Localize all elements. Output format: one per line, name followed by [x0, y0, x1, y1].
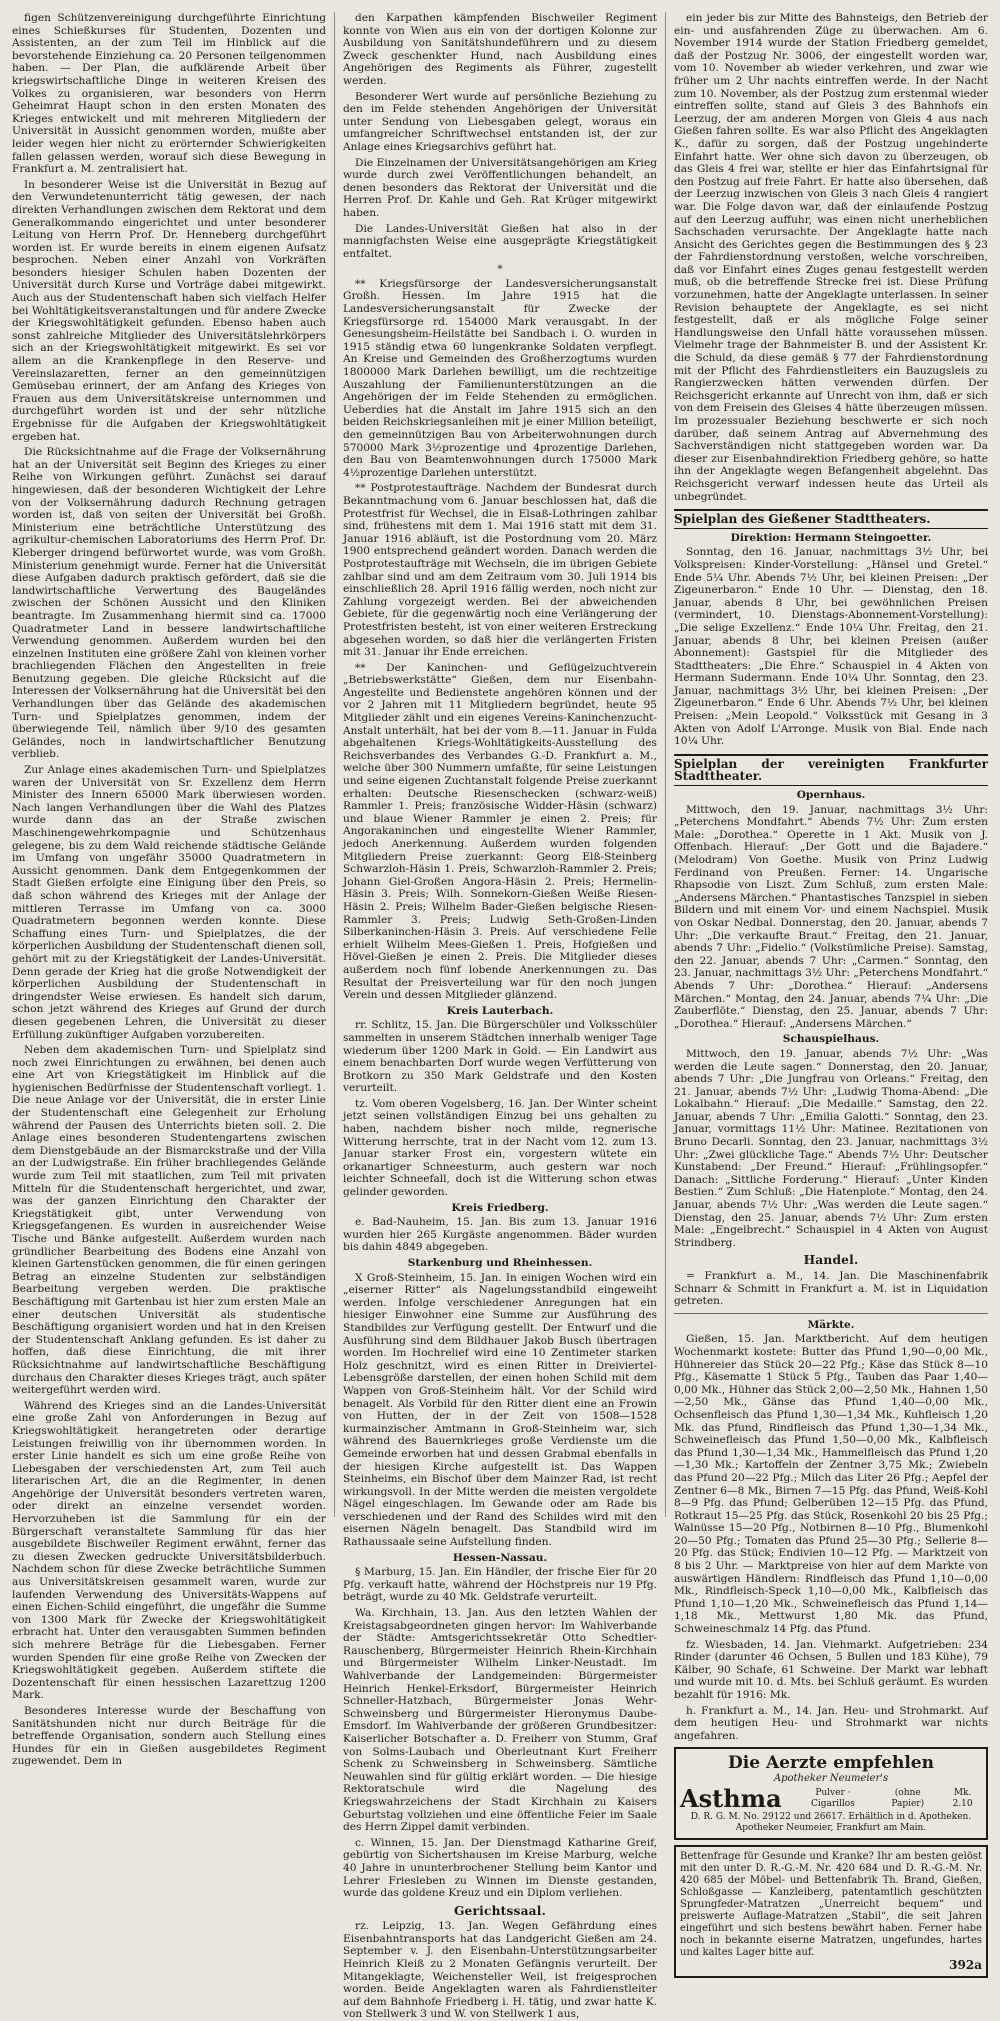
section-heading-lauterbach: Kreis Lauterbach. [446, 1004, 554, 1017]
newspaper-page [12, 12, 988, 2021]
ad-product-form: Pulver · Cigarillos [810, 1787, 855, 1809]
theater-director: Direktion: Hermann Steingoetter. [730, 531, 932, 544]
ad-product-name: Asthma [680, 1783, 782, 1813]
news-item: rr. Schlitz, 15. Jan. Die Bürgerschüler und Volksschüler sammelten in unserem Städtchen innerhalb weniger Tage wiederum über 1200 Mark in Gold. — Ein Landwirt aus einem benachbarten Dorf wurde wegen Verfütterung von Brotkorn zu 350 Mark Geldstrafe und den Kosten verurteilt. [343, 1019, 657, 1095]
separator-star: * [497, 263, 503, 276]
section-heading-hessen-nassau: Hessen-Nassau. [452, 1551, 548, 1564]
news-item: ** Postprotestaufträge. Nachdem der Bundesrat durch Bekanntmachung vom 6. Januar beschlossen hat, daß die Protestfrist für Wechsel, die in Elsaß-Lothringen zahlbar sind, frühestens mit dem 1. Mai 1916 statt mit dem 31. Januar 1916 abläuft, ist die Postordnung vom 20. März 1900 entsprechend geändert worden. Danach werden die Postprotestaufträge mit Wechseln, die im übrigen Gebiete zahlbar sind und am dem Zeitraum vom 30. Juli 1914 bis einschließlich 28. April 1916 fällig werden, noch nicht zur Zahlung vorgezeigt werden. Bei der abweichenden Gebiete, für die gegenwärtig noch eine Verlängerung der Protestfristen besteht, ist von einer weiteren Erstreckung abgesehen worden, so daß hier die verlängerten Fristen mit 31. Januar ihr Ende erreichen. [343, 482, 657, 659]
ad-patent-line: D. R. G. M. No. 29122 und 26617. Erhältlich in d. Apotheken. [690, 1811, 972, 1822]
column-1 [12, 12, 326, 1768]
divider [674, 1313, 988, 1314]
advertisement-asthma [674, 1747, 988, 1840]
ad-brand: Apotheker Neumeier's [773, 1773, 889, 1785]
ad-headline: Die Aerzte empfehlen [728, 1753, 934, 1774]
market-report: h. Frankfurt a. M., 14. Jan. Heu- und Strohmarkt. Auf dem heutigen Heu- und Strohmarkt war nichts angefahren. [674, 1704, 988, 1742]
ad-price: Mk. 2.10 [952, 1787, 973, 1809]
article-paragraph: Die Rücksichtnahme auf die Frage der Volksernährung hat an der Universität seit Beginn des Krieges zu einer Reihe von Wirkungen geführt. Zunächst sei darauf hingewiesen, daß der besonderen Wichtigkeit der Lehre von der Volksernährung dadurch Rechnung getragen worden ist, daß von seiten der Universität bei Großh. Ministerium eine beträchtliche Unterstützung des agrikultur-chemischen Laboratoriums des Herrn Prof. Dr. Kleberger dringend befürwortet wurde, was vom Großh. Ministerium genehmigt wurde. Ferner hat die Universität diese Aufgaben dadurch praktisch gefördert, daß sie die landwirtschaftliche Verwertung des Baugeländes zwischen der Schönen Aussicht und den Kliniken beantragte. Im Zusammenhang hiermit sind ca. 17000 Quadratmeter Land in bessere landwirtschaftliche Verwendung genommen. Außerdem wurden bei den einzelnen Instituten eine größere Zahl von kleinen vorher brachliegenden Flächen den Angestellten in freie Benutzung gegeben. Die gleiche Rücksicht auf die Interessen der Volksernährung hat die Universität bei den Verhandlungen über das Gelände des akademischen Turn- und Spielplatzes genommen, indem der überwiegende Teil, nämlich über 9/10 des gesamten Geländes, noch in landwirtschaftlicher Benutzung verblieb. [12, 446, 326, 761]
news-item: § Marburg, 15. Jan. Ein Händler, der frische Eier für 20 Pfg. verkauft hatte, während der Höchstpreis nur 19 Pfg. beträgt, wurde zu 40 Mk. Geldstrafe verurteilt. [343, 1566, 657, 1604]
article-paragraph: Die Landes-Universität Gießen hat also in der mannigfachsten Weise eine ausgeprägte Kriegstätigkeit entfaltet. [343, 222, 657, 260]
article-paragraph: Während des Krieges sind an die Landes-Universität eine große Zahl von Anforderungen in Bezug auf Kriegswohltätigkeit herangetreten oder derartige Leistungen freiwillig von ihr übernommen worden. In erster Linie handelt es sich um eine große Reihe von Liebesgaben der verschiedensten Art, zum Teil auch literarischen Art, die an die Regimenter, in denen Angehörige der Universität besonders vertreten waren, oder direkt an einzelne versendet worden. Hervorzuheben ist die Sammlung für ein der Bürgerschaft veranstaltete Sammlung für das hier ausgebildete Bischweiler Regiment erwähnt, ferner das zu diesen Zwecken gedruckte Universitätsbilderbuch. Nachdem schon für diese Zwecke beträchtliche Summen aus Universitätskreisen gesammelt waren, wurde zur laufenden Verwendung des Universitäts-Wappens auf einen Eichen-Schild eingeführt, die ungefähr die Summe von 1300 Mark für Zwecke der Kriegswohltätigkeit erbracht hat. Unter den verausgabten Summen befinden sich mehrere Beträge für die Liebesgaben. Ferner wurden Spenden für eine große Reihe von Zwecken der Kriegswohltätigkeit gegeben. Außerdem stiftete die Dozentenschaft für einen hessischen Lazarettzug 1200 Mark. [12, 1399, 326, 1702]
column-2 [334, 12, 657, 2021]
section-heading-gerichtssaal: Gerichtssaal. [453, 1903, 547, 1918]
article-paragraph: In besonderer Weise ist die Universität in Bezug auf den Verwundetenunterricht tätig gewesen, der nach direkten Verhandlungen zwischen dem Rektorat und dem Generalkommando eingerichtet und unter besonderer Leitung von Herrn Prof. Dr. Henneberg durchgeführt worden ist. Er wurde bereits in einem eigenen Aufsatz besprochen. Neben einer Anzahl von Vorkräften besonders hiesiger Schulen haben Dozenten der Universität durch Kurse und Vorträge dabei mitgewirkt. Auch aus der Studentenschaft haben sich vielfach Helfer bei Wohltätigkeitsveranstaltungen und für andere Zwecke der Kriegswohltätigkeit gefunden. Ebenso haben auch sonst zahlreiche Mitglieder des Universitätslehrkörpers sich an der Kriegswohltätigkeit mitgewirkt. Es sei vor allem an die Krankenpflege in den Reserve- und Vereinslazaretten, ferner an den gemeinnützigen Gemüsebau erinnert, der am Anfang des Krieges von Frauen aus dem Universitätskreise unternommen und durchgeführt worden ist und der sehr nützliche Ergebnisse für die Aufgaben der Kriegswohltätigkeit ergeben hat. [12, 178, 326, 443]
opera-program: Mittwoch, den 19. Januar, nachmittags 3½ Uhr: „Peterchens Mondfahrt.“ Abends 7½ Uhr: Zum ersten Male: „Dorothea.“ Operette in 1 Akt. Musik von J. Offenbach. Hierauf: „Der Gott und die Bajadere.“ (Melodram) Von Goethe. Musik von Prinz Ludwig Ferdinand von Preußen. Ferner: 14. Ungarische Rhapsodie von Liszt. Zum Schluß, zum ersten Male: „Andersens Märchen.“ Phantastisches Tanzspiel in sieben Bildern und mit einem Vor- und einem Nachspiel. Musik von Oskar Nedbal. Donnerstag, den 20. Januar, abends 7 Uhr: „Die verkaufte Braut.“ Freitag, den 21. Januar, abends 7 Uhr: „Fidelio.“ (Volkstümliche Preise). Samstag, den 22. Januar, abends 7 Uhr: „Carmen.“ Sonntag, den 23. Januar, nachmittags 3½ Uhr: „Peterchens Mondfahrt.“ Abends 7 Uhr: „Dorothea.“ Hierauf: „Andersens Märchen.“ Montag, den 24. Januar, abends 7¼ Uhr: „Die Zauberflöte.“ Dienstag, den 25. Januar, abends 7 Uhr: „Dorothea.“ Hierauf: „Andersens Märchen.“ [674, 803, 988, 1030]
news-item: ein jeder bis zur Mitte des Bahnsteigs, den Betrieb der ein- und ausfahrenden Züge zu überwachen. Am 6. November 1914 wurde der Station Friedberg gemeldet, daß der Postzug Nr. 3006, der eingestellt worden war, vom 10. November ab wieder verkehren, und zwar wie früher um 2 Uhr nachts eintreffen werde. In der Nacht zum 10. November, als der Postzug zum erstenmal wieder eintreffen sollte, stand auf Gleis 3 des Bahnhofs ein Leerzug, der am anderen Morgen von Gleis 4 aus nach Gießen fahren sollte. Es war also Pflicht des Angeklagten K., dafür zu sorgen, daß der Postzug ungehinderte Einfahrt hatte. Wer ohne sich davon zu überzeugen, ob das Gleis 4 frei war, stellte er hier das Einfahrtsignal für den Postzug auf freie Fahrt. Er hatte also übersehen, daß der Leerzug inzwischen von Gleis 3 nach Gleis 4 rangiert war. Die Folge davon war, daß der einlaufende Postzug auf den Leerzug auffuhr, was einen nicht unerheblichen Sachschaden verursachte. Der Angeklagte hatte nach Ansicht des Gerichtes gegen die Bestimmungen des § 23 der Fahrdienstordnung verstoßen, welche vorschreiben, daß vor Einfahrt eines Zuges genau festgestellt werden muß, ob die betreffende Strecke frei ist. Diese Prüfung vorzunehmen, hatte der Angeklagte unterlassen. In seiner Revision behauptete der Angeklagte, es sei nicht festgestellt, daß er als mögliche Folge seiner Handlungsweise den Unfall hätte voraussehen müssen. Vielmehr trage der Bahnmeister B. und der Assistent Kr. die Schuld, da diese gemäß § 77 der Fahrdienstordnung mit der Pflicht des Fahrdienstleiters ein Bauzugsleis zu Rangierzwecken hätten verwenden dürfen. Der Reichsgericht erkannte auf Unrecht von ihm, daß er sich von dem Freisein des Gleises 4 hätte überzeugen müssen. Im prozessualer Beziehung beschwerte er sich noch darüber, daß seinem Antrag auf Abvernehmung des Sachverständigen nicht stattgegeben worden war. Da dieser zur Eisenbahndirektion Friedberg gehöre, so hatte ihn der Angeklagte wegen Befangenheit abgelehnt. Das Reichsgericht verwarf indessen heute das Urteil als unbegründet. [674, 12, 988, 503]
opera-heading: Opernhaus. [796, 789, 866, 802]
article-paragraph: Zur Anlage eines akademischen Turn- und Spielplatzes waren der Universität von Sr. Exzellenz dem Herrn Minister des Innern 65000 Mark überwiesen worden. Nach langen Verhandlungen über die Wahl des Platzes wurde dann das an der Straße zwischen Maschinengewehrkompagnie und Schützenhaus gelegene, bis zu dem Wald reichende städtische Gelände im Umfang von ungefähr 35000 Quadratmetern in Aussicht genommen. Dank dem Entgegenkommen der Stadt Gießen erfolgte eine Einigung über den Preis, so daß schon während des Krieges mit der Anlage der mittleren Terrasse im Umfang von ca. 3000 Quadratmetern begonnen werden konnte. Diese Schaffung eines Turn- und Spielplatzes, die der körperlichen Ausbildung der Studentenschaft dienen soll, gehört mit zu der Kriegstätigkeit der Landes-Universität. Denn gerade der Krieg hat die große Notwendigkeit der körperlichen Ausbildung der Studentenschaft in dringendster Weise erwiesen. Es handelt sich darum, schon jetzt während des Krieges auf Grund der durch diesen gegebenen Lehren, die Universität zu dieser Erfüllung zukünftiger Aufgaben vorzubereiten. [12, 764, 326, 1041]
article-paragraph: figen Schützenvereinigung durchgeführte Einrichtung eines Schießkurses für Studenten, Dozenten und Assistenten, an der zum Teil im Hinblick auf die bevorstehende Einziehung ca. 20 Personen teilgenommen haben. — Der Plan, die aufklärende Arbeit über kriegswirtschaftliche Dinge in weiteren Kreisen des Volkes zu organisieren, war besonders von Herrn Geheimrat Haupt schon in den ersten Monaten des Krieges entwickelt und mit mehreren Mitgliedern der Universität in Aussicht genommen worden, mußte aber leider wegen hier nicht zu erörternder Schwierigkeiten fallen gelassen werden, worauf sich diese Bewegung in Frankfurt a. M. zentralisiert hat. [12, 12, 326, 176]
article-paragraph: Neben dem akademischen Turn- und Spielplatz sind noch zwei Einrichtungen zu erwähnen, bei denen auch eine Art von Kriegstätigkeit im Hinblick auf die hygienischen Bedürfnisse der Studentenschaft vorliegt. 1. Die neue Anlage vor der Universität, die in erster Linie der Studentenschaft eine Gelegenheit zur Erholung während der Pausen des Unterrichts bieten soll. 2. Die Anlage eines besonderen Studentengartens zwischen dem Dienstgebäude an der Bismarckstraße und der Villa an der Ludwigstraße. Ein früher brachliegendes Gelände wurde zum Teil mit staatlichen, zum Teil mit privaten Mitteln für die Studentenschaft hergerichtet, und zwar, was der ganzen Einrichtung den Charakter der Kriegstätigkeit gibt, unter Verwendung von Kriegsgefangenen. Es wurden in ausreichender Weise Tische und Bänke aufgestellt. Außerdem wurden nach gründlicher Bearbeitung des Bodens eine Anzahl von kleinen Gartenstücken genommen, die für einen geringen Betrag an einzelne Studenten zur selbständigen Bearbeitung vergeben werden. Die praktische Beschäftigung mit Gartenbau ist hier zum ersten Male an einer deutschen Universität als studentische Beschäftigung organisiert worden und hat in den Kreisen der Studentenschaft Anklang gefunden. Es ist daher zu hoffen, daß diese Einrichtung, die mit ihrer Rücksichtnahme auf landwirtschaftliche Beschäftigung durchaus den Charakter dieses Krieges trägt, auch später weitergeführt werden wird. [12, 1044, 326, 1397]
article-paragraph: Die Einzelnamen der Universitätsangehörigen am Krieg wurde durch zwei Veröffentlichungen behandelt, an denen besonders das Rektorat der Universität und die Herren Prof. Dr. Kahle und Geh. Rat Krüger mitgewirkt haben. [343, 156, 657, 219]
ad-product-row [680, 1783, 982, 1813]
ad-product-note: (ohne Papier) [891, 1787, 925, 1809]
ad-body: Bettenfrage für Gesunde und Kranke? Ihr am besten gelöst mit den unter D. R.-G.-M. Nr. 420 684 und D. R.-G.-M. Nr. 420 685 der Möbel- und Bettenfabrik Th. Brand, Gießen, Schloßgasse — Kanzleiberg, patentamtlich geschützten Sprungfeder-Matratzen „Unerreicht bequem“ und preiswerte Auflage-Matratzen „Stabil“, die seit Jahren eingeführt und sich bestens bewährt haben. Ferner habe noch in bekannte eiserne Matratzen, ungefundes, hartes und kaltes Lager bitte auf. [680, 1850, 982, 1958]
section-heading-friedberg: Kreis Friedberg. [451, 1201, 549, 1214]
theater-frankfurt-title: Spielplan der vereinigten Frankfurter Stadttheater. [674, 754, 988, 786]
market-report: Gießen, 15. Jan. Marktbericht. Auf dem heutigen Wochenmarkt kostete: Butter das Pfund 1,90—0,00 Mk., Hühnereier das Stück 20—22 Pfg.; Käse das Stück 8—10 Pfg., Käsematte 1 Stück 5 Pfg., Tauben das Paar 1,40—0,00 Mk., Hühner das Stück 2,00—2,50 Mk., Hahnen 1,50—2,50 Mk., Gänse das Pfund 1,40—0,00 Mk., Ochsenfleisch das Pfund 1,30—1,34 Mk., Kuhfleisch 1,20 Mk. das Pfund, Rindfleisch das Pfund 1,30—1,34 Mk., Schweinefleisch das Pfund 1,50—0,00 Mk., Kalbfleisch das Pfund 1,30—1,34 Mk., Hammelfleisch das Pfund 1,20—1,30 Mk.; Kartoffeln der Zentner 3,75 Mk.; Zwiebeln das Pfund 20—22 Pfg.; Milch das Liter 26 Pfg.; Aepfel der Zentner 6—8 Mk., Birnen 7—15 Pfg. das Pfund, Weiß-Kohl 8—9 Pfg. das Pfund; Gelberüben 12—15 Pfg. das Pfund, Rotkraut 15—25 Pfg. das Stück, Rosenkohl 20 bis 25 Pfg.; Walnüsse 15—20 Pfg., Notbirnen 8—10 Pfg., Blumenkohl 20—50 Pfg.; Tomaten das Pfund 25—30 Pfg.; Sellerie 8—20 Pfg. das Stück; Endivien 10—12 Pfg. — Marktzeit von 8 bis 2 Uhr. — Marktpreise von hier auf dem Markte von auswärtigen Händlern: Rindfleisch das Pfund 1,10—0,00 Mk., Rindfleisch-Speck 1,10—0,00 Mk., Kalbfleisch das Pfund 1,10—1,20 Mk., Schweinefleisch das Pfund 1,14—1,18 Mk., Mettwurst 1,80 Mk. das Pfund, Schweineschmalz 14 Pfg. das Pfund. [674, 1333, 988, 1636]
handel-item: = Frankfurt a. M., 14. Jan. Die Maschinenfabrik Schnarr & Schmitt in Frankfurt a. M. ist in Liquidation getreten. [674, 1270, 988, 1308]
maerkte-heading: Märkte. [807, 1318, 855, 1331]
section-heading-starkenburg: Starkenburg und Rheinhessen. [407, 1257, 593, 1269]
schauspiel-heading: Schauspielhaus. [782, 1033, 880, 1046]
news-item: c. Winnen, 15. Jan. Der Dienstmagd Katharine Greif, gebürtig von Sichertshausen im Kreise Marburg, welche 40 Jahre in ununterbrochener Stellung beim Kantor und Lehrer Friesleben zu Winnen im Dienste gestanden, wurde das goldene Kreuz und ein Diplom verliehen. [343, 1836, 657, 1900]
ad-maker: Apotheker Neumeier, Frankfurt am Main. [735, 1822, 927, 1833]
article-paragraph: Besonderer Wert wurde auf persönliche Beziehung zu den im Felde stehenden Angehörigen der Universität unter Sendung von Liebesgaben gelegt, woraus ein umfangreicher Schriftwechsel entstanden ist, der zur Anlage eines Kriegsarchivs geführt hat. [343, 90, 657, 153]
news-item: Wa. Kirchhain, 13. Jan. Aus den letzten Wahlen der Kreistagsabgeordneten gingen hervor: Im Wahlverbande der Städte: Amtsgerichtssekretär Otto Schedtler-Rauschenberg, Bürgermeister Heinrich Rhein-Kirchhain und Bürgermeister Wilhelm Linker-Neustadt. Im Wahlverbande der Landgemeinden: Bürgermeister Heinrich Henkel-Erksdorf, Bürgermeister Heinrich Schneller-Hatzbach, Bürgermeister Jonas Wehr-Schweinsberg und Bürgermeister Hieronymus Daube-Emsdorf. Im Wahlverbande der größeren Grundbesitzer: Kaiserlicher Botschafter a. D. Freiherr von Stumm, Graf von Solms-Laubach und Oberleutnant Kurt Freiherr Schenk zu Schweinsberg in Schweinsberg. Sämtliche Neuwahlen sind für gültig erklärt worden. — Die hiesige Rektoratschule wird die Nagelung des Kriegswahrzeichens der Stadt Kirchhain zu Kaisers Geburtstag vollziehen und eine öffentliche Feier im Saale des Herrn Zippel damit verbinden. [343, 1607, 657, 1834]
theater-program: Sonntag, den 16. Januar, nachmittags 3½ Uhr, bei Volkspreisen: Kinder-Vorstellung: „Hänsel und Gretel.“ Ende 5¼ Uhr. Abends 7½ Uhr, bei kleinen Preisen: „Der Zigeunerbaron.“ Ende 10 Uhr. — Dienstag, den 18. Januar, abends 8 Uhr, bei gewöhnlichen Preisen (vermindert, 10. Dienstags-Abonnement-Vorstellung): „Die selige Exzellenz.“ Ende 10¼ Uhr. Freitag, den 21. Januar, abends 8 Uhr, bei kleinen Preisen (außer Abonnement): Gastspiel für die Mitglieder des Stadttheaters: „Die Ehre.“ Schauspiel in 4 Akten von Hermann Sudermann. Ende 10¼ Uhr. Sonntag, den 23. Januar, nachmittags 3½ Uhr, bei kleinen Preisen: „Der Zigeunerbaron.“ Ende 6 Uhr. Abends 7½ Uhr, bei kleinen Preisen: „Mein Leopold.“ Volksstück mit Gesang in 3 Akten von Adolf L'Arronge. Musik von Bial. Ende nach 10¼ Uhr. [674, 546, 988, 748]
news-item: tz. Vom oberen Vogelsberg, 16. Jan. Der Winter scheint jetzt seinen vollständigen Einzug bei uns gehalten zu haben, nachdem bisher noch milde, regnerische Witterung herrschte, trat in der Nacht vom 12. zum 13. Januar starker Frost ein, vorgestern wütete ein orkanartiger Schneesturm, auch gestern war noch leichter Schneefall, doch ist die Witterung schon etwas gelinder geworden. [343, 1097, 657, 1199]
news-item: e. Bad-Nauheim, 15. Jan. Bis zum 13. Januar 1916 wurden hier 265 Kurgäste angenommen. Bäder wurden bis dahin 4849 abgegeben. [343, 1216, 657, 1254]
theater-giessen-title: Spielplan des Gießener Stadttheaters. [674, 509, 988, 529]
advertisement-matratzen [674, 1845, 988, 1978]
handel-heading: Handel. [803, 1253, 859, 1268]
column-3 [665, 12, 988, 1972]
news-item: ** Kriegsfürsorge der Landesversicherungsanstalt Großh. Hessen. Im Jahre 1915 hat die Landesversicherungsanstalt für Zwecke der Kriegsfürsorge rd. 154000 Mark verausgabt. In der Genesungsheim-Heilstätte bei Sandbach i. O. wurden in 1915 ständig etwa 60 lungenkranke Soldaten verpflegt. An Kreise und Gemeinden des Großherzogtums wurden 1800000 Mark Darlehen bewilligt, um die rechtzeitige Auszahlung der Familienunterstützungen an die Angehörigen der im Felde Stehenden zu ermöglichen. Ueberdies hat die Anstalt im Jahre 1915 sich an den beiden Reichskriegsanleihen mit je einer Million beteiligt, den gemeinnützigen Bau von Arbeiterwohnungen durch 570000 Mark 3½prozentige und 4prozentige Darlehen, den Bau von Beamtenwohnungen durch 175000 Mark 4½prozentige Darlehen unterstützt. [343, 277, 657, 479]
news-item: X Groß-Steinheim, 15. Jan. In einigen Wochen wird ein „eiserner Ritter“ als Nagelungsstandbild eingeweiht werden. Infolge verschiedener Anregungen hat ein hiesiger Einwohner eine Summe zur Ausführung des Standbildes zur Verfügung gestellt. Der Entwurf und die Ausführung sind dem Bildhauer Jakob Busch übertragen worden. Im Hochrelief wird eine 10 Zentimeter starken Holz geschnitzt, wird es einen Ritter in Dreiviertel-Lebensgröße darstellen, der einen hohen Schild mit dem Wappen von Groß-Steinheim hält. Vor der Schild wird benagelt. Als Vorbild für den Ritter dient eine an Frowin von Hutten, der in der Zeit von 1508—1528 kurmainzischer Amtmann in Groß-Steinheim war, sich während des Bauernkrieges große Verdienste um die Gemeinde erworben hat und dessen Grabmal ebenfalls in der hiesigen Kirche aufgestellt ist. Das Wappen Steinheims, ein Bischof über dem Mainzer Rad, ist recht wirkungsvoll. In der Mitte werden die meisten vergoldete Nägel eingeschlagen. Im Gewande oder am Rade bis verschiedenen und der Rand des Schildes wird mit den eisernen Nägeln benagelt. Das Standbild wird im Rathaussaale seine Aufstellung finden. [343, 1271, 657, 1549]
news-item: ** Der Kaninchen- und Geflügelzuchtverein „Betriebswerkstätte“ Gießen, dem nur Eisenbahn-Angestellte und Bedienstete angehören können und der vor 2 Jahren mit 11 Mitgliedern begründet, heute 95 Mitglieder zählt und ein eigenes Vereins-Kaninchenzucht-Anstalt unterhält, hat bei der vom 8.—11. Januar in Fulda abgehaltenen Kriegs-Wohltätigkeits-Ausstellung des Reichsverbandes des Verbandes G.-D. Frankfurt a. M., welche über 300 Nummern umfaßte, für seine Leistungen und seine eigenen Zuchtanstalt folgende Preise zuerkannt erhalten: Deutsche Riesenschecken (schwarz-weiß) Rammler 1. Preis; französische Widder-Häsin (schwarz) und blaue Wiener Rammler je einen 2. Preis; für Angorakaninchen und eingestellte Wiener Rammler, jedoch Anerkennung. Außerdem wurden folgenden Mitgliedern Preise zuerkannt: Georg Elß-Steinberg Schwarzloh-Häsin 1. Preis, Schwarzloh-Rammler 2. Preis; Johann Giel-Großen Angora-Häsin 2. Preis; Hermelin-Häsin 3. Preis; Wilh. Sonnekorn-Gießen Weiße Riesen-Häsin 2. Preis; Wilhelm Bader-Gießen belgische Riesen-Rammler 3. Preis; Ludwig Seth-Großen-Linden Silberkaninchen-Häsin 3. Preis. Auf verschiedene Felle erhielt Wilhelm Mees-Gießen 1. Preis, Hofgießen und Hövel-Gießen je einen 2. Preis. Die Mitglieder dieses außerdem noch fünf lobende Anerkennungen zu. Das Resultat der Preisverteilung war für den noch jungen Verein und dessen Mitglieder glänzend. [343, 661, 657, 1002]
market-report: fz. Wiesbaden, 14. Jan. Viehmarkt. Aufgetrieben: 234 Rinder (darunter 46 Ochsen, 5 Bullen und 183 Kühe), 79 Kälber, 90 Schafe, 61 Schweine. Der Markt war lebhaft und wurde mit 10. d. Mts. bei Schluß geräumt. Es wurden bezahlt für 1916: Mk. [674, 1638, 988, 1701]
article-paragraph: den Karpathen kämpfenden Bischweiler Regiment konnte von Wien aus ein von der dortigen Kolonne zur Ausbildung von Sanitätshundeführern und zu diesem Zweck geschenkter Hund, nach Ausbildung eines Angehörigen des Regiments als Führer, zugestellt werden. [343, 12, 657, 87]
news-item: rz. Leipzig, 13. Jan. Wegen Gefährdung eines Eisenbahntransports hat das Landgericht Gießen am 24. September v. J. den Eisenbahn-Unterstützungsarbeiter Heinrich Kleiß zu 2 Monaten Gefängnis verurteilt. Der Mitangeklagte, Weichensteller Weil, ist freigesprochen worden. Beide Angeklagten waren als Fahrdienstleiter auf dem Bahnhofe Friedberg i. H. tätig, und zwar hatte K. von Stellwerk 3 und W. von Stellwerk 1 aus, [343, 1920, 657, 2021]
schauspiel-program: Mittwoch, den 19. Januar, abends 7½ Uhr: „Was werden die Leute sagen.“ Donnerstag, den 20. Januar, abends 7 Uhr: „Die Jungfrau von Orleans.“ Freitag, den 21. Januar, abends 7½ Uhr: „Ludwig Thoma-Abend: „Die Lokalbahn.“ Hierauf: „Die Medaille.“ Samstag, den 22. Januar, abends 7 Uhr: „Emilia Galotti.“ Sonntag, den 23. Januar, vormittags 11½ Uhr: Matinee. Rezitationen von Bruno Decarli. Sonntag, den 23. Januar, nachmittags 3½ Uhr: „Zwei glückliche Tage.“ Abends 7½ Uhr: Deutscher Kunstabend: „Der Freund.“ Hierauf: „Frühlingsopfer.“ Danach: „Sittliche Forderung.“ Hierauf: „Unter Kinden Bestien.“ Zum Schluß: „Die Hatenplote.“ Montag, den 24. Januar, abends 7½ Uhr: „Was werden die Leute sagen.“ Dienstag, den 25. Januar, abends 7½ Uhr: Zum ersten Male: „Engelbrecht.“ Schauspiel in 4 Akten von August Strindberg. [674, 1047, 988, 1249]
ad-number: 392a [949, 1957, 982, 1972]
article-paragraph: Besonderes Interesse wurde der Beschaffung von Sanitätshunden nicht nur durch Beiträge für die betreffende Organisation, sondern auch Stellung eines Hundes für ein in Gießen ausgebildetes Regiment zugewendet. Dem in [12, 1704, 326, 1768]
